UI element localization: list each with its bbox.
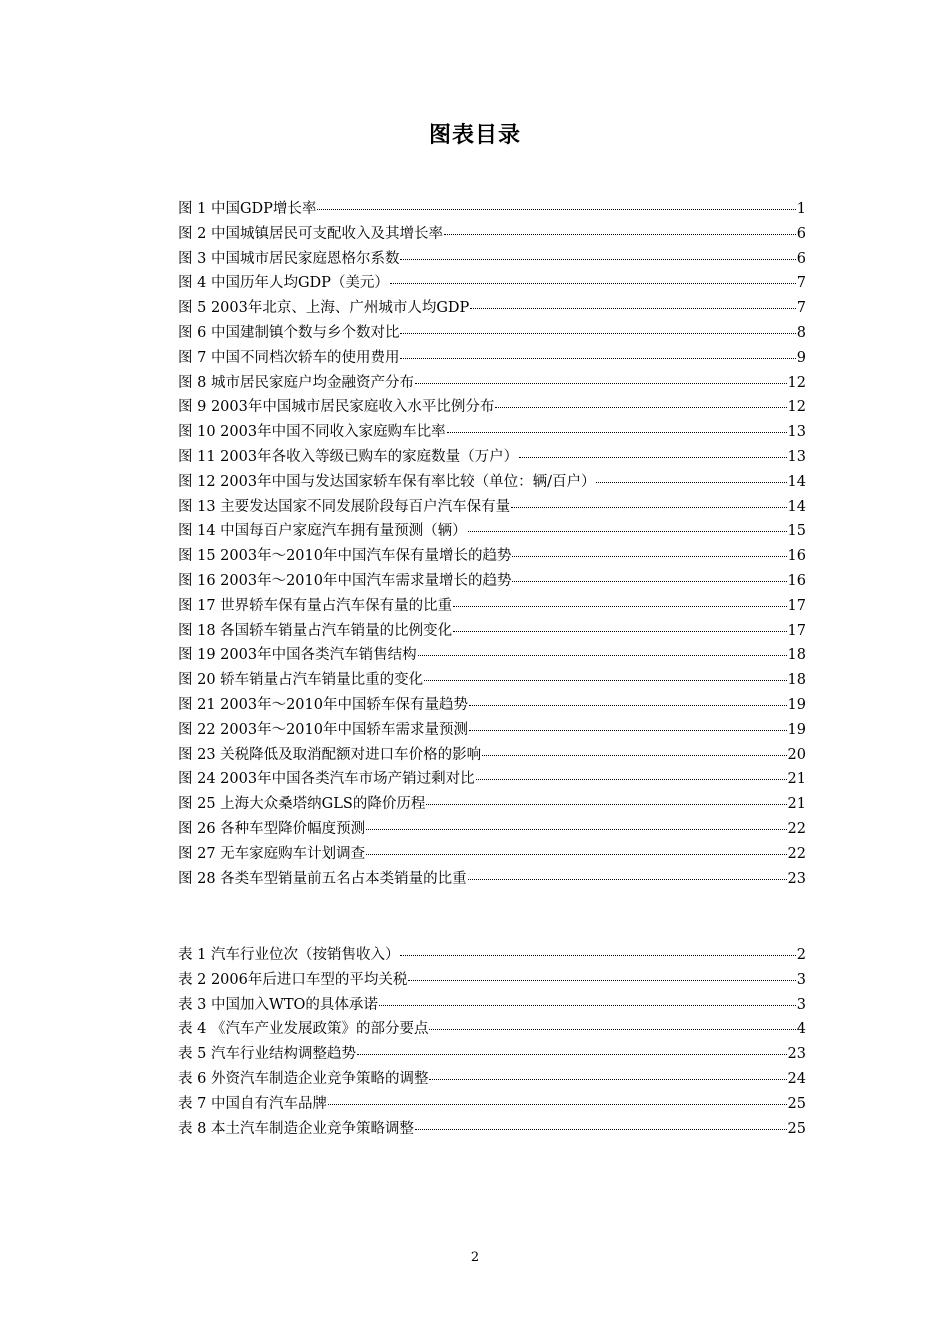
toc-entry-label: 图 1 中国GDP增长率	[178, 201, 317, 217]
figure-toc-entry[interactable]	[178, 371, 806, 396]
toc-entry-label: 图 22 2003年～2010年中国轿车需求量预测	[178, 721, 468, 738]
toc-entry-label: 图 18 各国轿车销量占汽车销量的比例变化	[178, 622, 453, 639]
dot-leader	[476, 779, 787, 780]
toc-entry-page: 14	[787, 498, 806, 515]
toc-entry-label: 图 5 2003年北京、上海、广州城市人均GDP	[178, 300, 470, 317]
figure-toc-entry[interactable]	[178, 619, 806, 644]
dot-leader	[470, 308, 795, 309]
toc-entry-page: 24	[787, 1070, 806, 1087]
page-number: 2	[470, 1250, 480, 1265]
figure-toc-entry[interactable]	[178, 792, 806, 817]
figure-toc-entry[interactable]	[178, 445, 806, 470]
dot-leader	[482, 755, 786, 756]
dot-leader	[469, 705, 787, 706]
toc-entry-label: 图 3 中国城市居民家庭恩格尔系数	[178, 250, 400, 267]
toc-entry-page: 23	[787, 1046, 806, 1063]
dot-leader	[424, 680, 786, 681]
dot-leader	[469, 730, 787, 731]
toc-entry-label: 图 17 世界轿车保有量占汽车保有量的比重	[178, 597, 453, 614]
toc-entry-page: 22	[787, 820, 806, 837]
toc-entry-page: 7	[796, 300, 806, 317]
table-list	[178, 943, 806, 1141]
dot-leader	[400, 259, 795, 260]
dot-leader	[453, 606, 786, 607]
toc-entry-label: 图 11 2003年各收入等级已购车的家庭数量（万户）	[178, 448, 519, 465]
table-toc-entry[interactable]	[178, 1067, 806, 1092]
dot-leader	[357, 1054, 787, 1055]
dot-leader	[328, 1104, 787, 1105]
figure-toc-entry[interactable]	[178, 569, 806, 594]
figure-toc-entry[interactable]	[178, 271, 806, 296]
dot-leader	[429, 1079, 786, 1080]
figure-toc-entry[interactable]	[178, 668, 806, 693]
toc-entry-label: 表 2 2006年后进口车型的平均关税	[178, 971, 408, 988]
toc-entry-label: 图 27 无车家庭购车计划调查	[178, 845, 366, 862]
toc-entry-label: 图 21 2003年～2010年中国轿车保有量趋势	[178, 696, 468, 713]
toc-entry-page: 4	[796, 1021, 806, 1038]
toc-entry-label: 表 3 中国加入WTO的具体承诺	[178, 996, 378, 1013]
dot-leader	[400, 358, 795, 359]
dot-leader	[379, 1005, 796, 1006]
toc-entry-page: 12	[787, 399, 806, 416]
toc-entry-page: 6	[796, 225, 806, 242]
toc-entry-page: 2	[796, 947, 806, 963]
toc-entry-page: 19	[787, 721, 806, 738]
table-toc-entry[interactable]	[178, 1092, 806, 1117]
toc-entry-page: 15	[787, 523, 806, 540]
toc-entry-label: 表 5 汽车行业结构调整趋势	[178, 1046, 356, 1063]
toc-entry-label: 图 26 各种车型降价幅度预测	[178, 820, 366, 837]
figure-toc-entry[interactable]	[178, 842, 806, 867]
toc-entry-label: 图 10 2003年中国不同收入家庭购车比率	[178, 424, 446, 441]
dot-leader	[415, 383, 787, 384]
figure-toc-entry[interactable]	[178, 495, 806, 520]
toc-entry-page: 25	[787, 1120, 806, 1137]
figure-toc-entry[interactable]	[178, 395, 806, 420]
dot-leader	[400, 333, 795, 334]
toc-entry-label: 图 15 2003年～2010年中国汽车保有量增长的趋势	[178, 548, 512, 565]
table-toc-entry[interactable]	[178, 1117, 806, 1142]
dot-leader	[400, 955, 795, 956]
figure-toc-entry[interactable]	[178, 693, 806, 718]
table-toc-entry[interactable]	[178, 968, 806, 993]
toc-entry-label: 图 4 中国历年人均GDP（美元）	[178, 275, 389, 292]
toc-entry-label: 图 9 2003年中国城市居民家庭收入水平比例分布	[178, 399, 495, 416]
toc-entry-page: 21	[787, 796, 806, 813]
figure-list	[178, 197, 806, 891]
toc-entry-page: 13	[787, 424, 806, 441]
toc-entry-page: 9	[796, 349, 806, 366]
figure-toc-entry[interactable]	[178, 420, 806, 445]
toc-entry-label: 图 19 2003年中国各类汽车销售结构	[178, 647, 417, 664]
figure-toc-entry[interactable]	[178, 867, 806, 892]
dot-leader	[426, 804, 786, 805]
toc-entry-page: 25	[787, 1095, 806, 1112]
figure-toc-entry[interactable]	[178, 718, 806, 743]
toc-entry-page: 8	[796, 324, 806, 341]
figure-toc-entry[interactable]	[178, 197, 806, 222]
toc-entry-label: 图 25 上海大众桑塔纳GLS的降价历程	[178, 796, 426, 813]
toc-entry-label: 图 13 主要发达国家不同发展阶段每百户汽车保有量	[178, 498, 511, 515]
toc-entry-page: 18	[787, 647, 806, 664]
dot-leader	[519, 457, 786, 458]
page-title: 图表目录	[428, 123, 521, 148]
toc-entry-label: 表 6 外资汽车制造企业竞争策略的调整	[178, 1070, 429, 1087]
toc-entry-label: 图 8 城市居民家庭户均金融资产分布	[178, 374, 414, 391]
dot-leader	[512, 581, 786, 582]
dot-leader	[512, 556, 786, 557]
toc-entry-page: 21	[787, 771, 806, 788]
figure-toc-entry[interactable]	[178, 247, 806, 272]
figure-toc-entry[interactable]	[178, 817, 806, 842]
dot-leader	[511, 507, 786, 508]
dot-leader	[418, 655, 787, 656]
toc-entry-label: 表 1 汽车行业位次（按销售收入）	[178, 947, 400, 963]
toc-entry-page: 18	[787, 672, 806, 689]
dot-leader	[415, 1129, 787, 1130]
toc-entry-page: 3	[796, 996, 806, 1013]
toc-entry-label: 图 2 中国城镇居民可支配收入及其增长率	[178, 225, 443, 242]
dot-leader	[390, 283, 796, 284]
toc-entry-label: 图 7 中国不同档次轿车的使用费用	[178, 349, 400, 366]
figure-toc-entry[interactable]	[178, 544, 806, 569]
toc-entry-label: 图 12 2003年中国与发达国家轿车保有率比较（单位：辆/百户）	[178, 473, 596, 490]
toc-entry-label: 图 23 关税降低及取消配额对进口车价格的影响	[178, 746, 482, 763]
figure-toc-entry[interactable]	[178, 222, 806, 247]
toc-entry-page: 16	[787, 548, 806, 565]
figure-toc-entry[interactable]	[178, 519, 806, 544]
figure-toc-entry[interactable]	[178, 743, 806, 768]
dot-leader	[495, 407, 786, 408]
toc-entry-label: 图 16 2003年～2010年中国汽车需求量增长的趋势	[178, 572, 512, 589]
toc-entry-label: 图 28 各类车型销量前五名占本类销量的比重	[178, 870, 467, 887]
figure-toc-entry[interactable]	[178, 643, 806, 668]
toc-entry-page: 1	[796, 201, 806, 217]
table-toc-entry[interactable]	[178, 1042, 806, 1067]
dot-leader	[444, 234, 796, 235]
dot-leader	[468, 531, 787, 532]
figure-toc-entry[interactable]	[178, 470, 806, 495]
figure-toc-entry[interactable]	[178, 321, 806, 346]
dot-leader	[596, 482, 786, 483]
toc-entry-label: 图 14 中国每百户家庭汽车拥有量预测（辆）	[178, 523, 467, 540]
toc-entry-page: 22	[787, 845, 806, 862]
table-toc-entry[interactable]	[178, 1017, 806, 1042]
toc-entry-label: 表 8 本土汽车制造企业竞争策略调整	[178, 1120, 414, 1137]
figure-toc-entry[interactable]	[178, 767, 806, 792]
dot-leader	[317, 209, 795, 210]
dot-leader	[468, 879, 787, 880]
toc-entry-page: 7	[796, 275, 806, 292]
toc-entry-page: 19	[787, 696, 806, 713]
toc-entry-label: 表 4 《汽车产业发展政策》的部分要点	[178, 1021, 429, 1038]
table-toc-entry[interactable]	[178, 993, 806, 1018]
toc-entry-page: 14	[787, 473, 806, 490]
toc-entry-label: 图 24 2003年中国各类汽车市场产销过剩对比	[178, 771, 475, 788]
toc-entry-label: 表 7 中国自有汽车品牌	[178, 1095, 327, 1112]
dot-leader	[408, 980, 795, 981]
figure-toc-entry[interactable]	[178, 296, 806, 321]
toc-entry-page: 12	[787, 374, 806, 391]
dot-leader	[366, 854, 786, 855]
figure-toc-entry[interactable]	[178, 594, 806, 619]
toc-entry-page: 16	[787, 572, 806, 589]
dot-leader	[366, 829, 786, 830]
toc-entry-label: 图 6 中国建制镇个数与乡个数对比	[178, 324, 400, 341]
table-toc-entry[interactable]	[178, 943, 806, 968]
toc-entry-page: 17	[787, 622, 806, 639]
toc-entry-page: 13	[787, 448, 806, 465]
dot-leader	[447, 432, 787, 433]
toc-entry-page: 6	[796, 250, 806, 267]
toc-entry-page: 23	[787, 870, 806, 887]
toc-entry-page: 3	[796, 971, 806, 988]
toc-entry-page: 17	[787, 597, 806, 614]
toc-entry-label: 图 20 轿车销量占汽车销量比重的变化	[178, 672, 424, 689]
dot-leader	[429, 1029, 795, 1030]
figure-toc-entry[interactable]	[178, 346, 806, 371]
dot-leader	[453, 631, 786, 632]
toc-entry-page: 20	[787, 746, 806, 763]
